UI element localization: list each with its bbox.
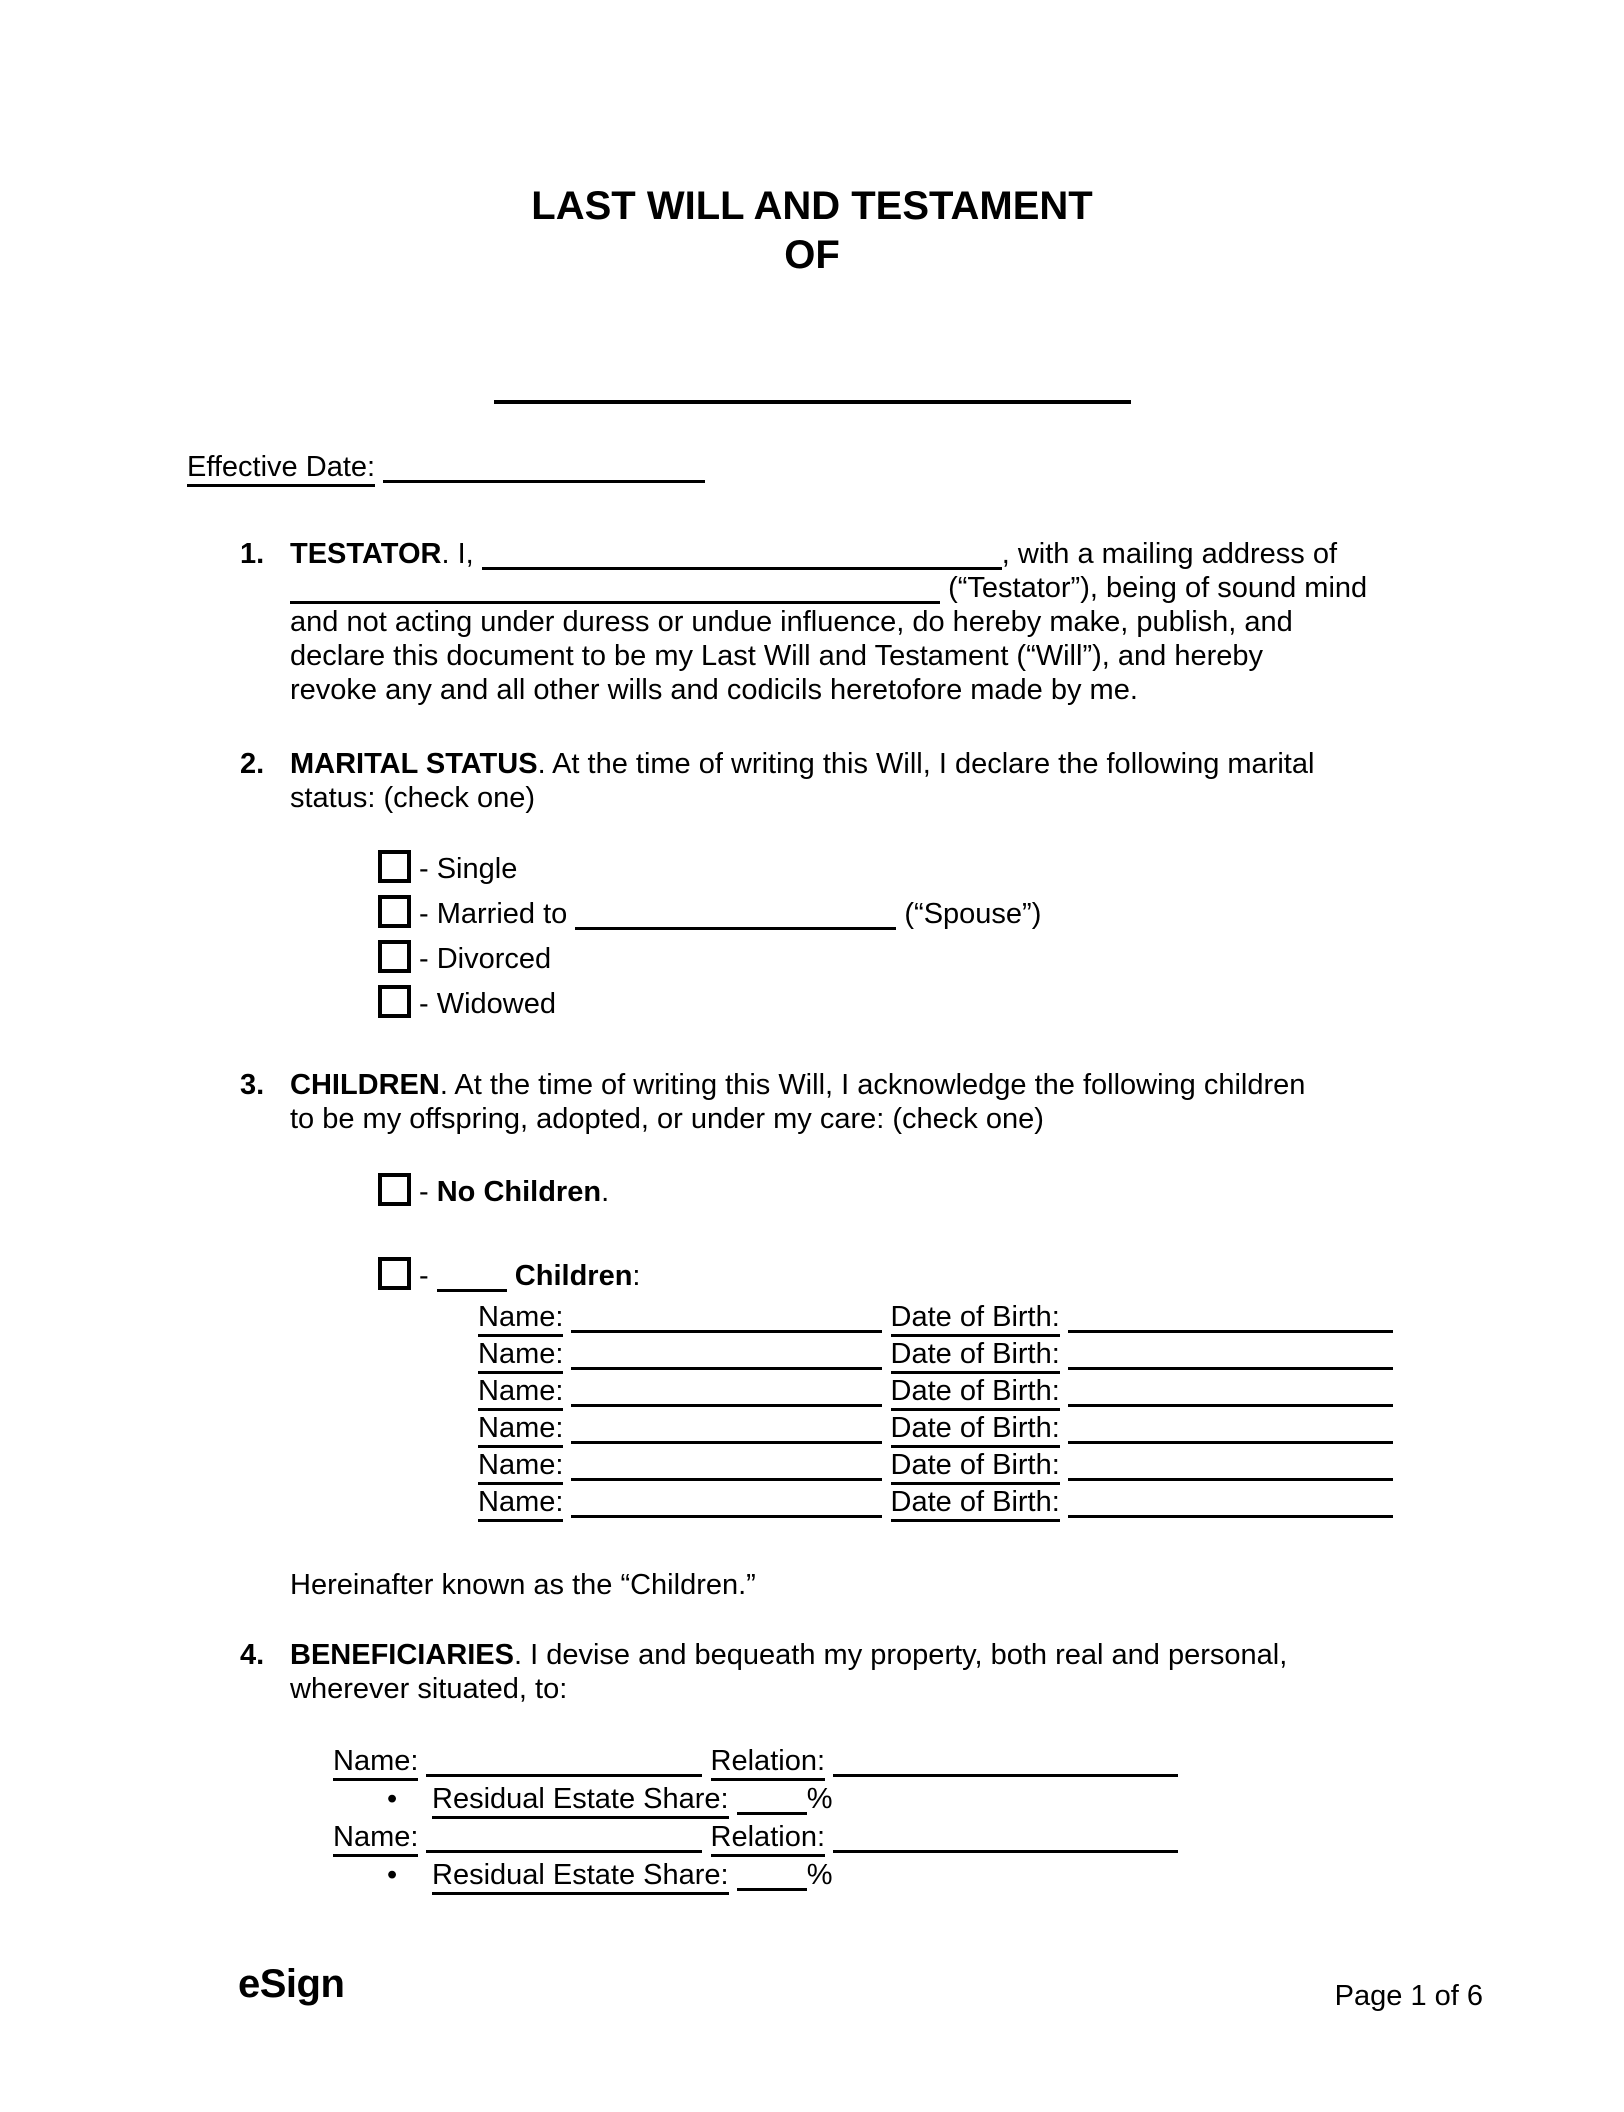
beneficiary-share-row bbox=[333, 1856, 1437, 1894]
child-dob-label: Date of Birth: bbox=[891, 1301, 1060, 1337]
beneficiary-relation-blank[interactable] bbox=[833, 1754, 1178, 1777]
divorced-label: - Divorced bbox=[419, 943, 552, 975]
testator-name-title-blank[interactable] bbox=[494, 400, 1131, 404]
child-dob-label: Date of Birth: bbox=[891, 1412, 1060, 1448]
widowed-label: - Widowed bbox=[419, 988, 556, 1020]
no-children-suffix: . bbox=[601, 1176, 610, 1208]
testator-line-4: declare this document to be my Last Will and Testament (“Will”), and hereby bbox=[290, 640, 1263, 672]
checkbox-widowed[interactable] bbox=[378, 985, 411, 1018]
beneficiary-name-label: Name: bbox=[333, 1745, 418, 1781]
marital-option-divorced bbox=[378, 937, 1437, 982]
no-children-label: No Children bbox=[436, 1176, 602, 1208]
children-hereinafter-note: Hereinafter known as the “Children.” bbox=[290, 1569, 756, 1601]
section-marital-heading: MARITAL STATUS bbox=[290, 748, 538, 780]
child-name-label: Name: bbox=[478, 1412, 563, 1448]
child-row bbox=[478, 1336, 1437, 1373]
checkbox-divorced[interactable] bbox=[378, 940, 411, 973]
checkbox-no-children[interactable] bbox=[378, 1173, 411, 1206]
beneficiary-row bbox=[333, 1742, 1437, 1780]
marital-status-options bbox=[378, 847, 1437, 1027]
child-name-label: Name: bbox=[478, 1338, 563, 1374]
marital-line-1 bbox=[290, 747, 1437, 781]
percent-sign: % bbox=[806, 1859, 833, 1891]
section-testator-number: 1. bbox=[240, 538, 265, 570]
children-line-2: to be my offspring, adopted, or under my care: (check one) bbox=[290, 1103, 1044, 1135]
checkbox-count-children[interactable] bbox=[378, 1257, 411, 1290]
option-no-children bbox=[378, 1170, 1437, 1215]
child-dob-blank[interactable] bbox=[1068, 1458, 1393, 1481]
child-name-label: Name: bbox=[478, 1301, 563, 1337]
beneficiary-name-blank[interactable] bbox=[426, 1754, 702, 1777]
child-dob-label: Date of Birth: bbox=[891, 1338, 1060, 1374]
count-children-label: Children bbox=[514, 1260, 633, 1292]
testator-line-3: and not acting under duress or undue influence, do hereby make, publish, and bbox=[290, 606, 1293, 638]
section-beneficiaries bbox=[240, 1638, 1437, 1706]
section-beneficiaries-heading: BENEFICIARIES bbox=[290, 1639, 514, 1671]
children-list bbox=[478, 1299, 1437, 1521]
bullet-icon: • bbox=[387, 1859, 398, 1891]
beneficiaries-line-2: wherever situated, to: bbox=[290, 1673, 568, 1705]
testator-address-blank[interactable] bbox=[290, 581, 940, 604]
section-children bbox=[240, 1068, 1437, 1136]
beneficiary-relation-blank[interactable] bbox=[833, 1830, 1178, 1853]
residual-share-blank[interactable] bbox=[737, 1792, 807, 1815]
child-name-blank[interactable] bbox=[571, 1347, 882, 1370]
child-name-blank[interactable] bbox=[571, 1458, 882, 1481]
beneficiary-relation-label: Relation: bbox=[711, 1745, 825, 1781]
section-testator bbox=[240, 537, 1437, 707]
beneficiary-name-label: Name: bbox=[333, 1821, 418, 1857]
beneficiary-relation-label: Relation: bbox=[711, 1821, 825, 1857]
checkbox-married[interactable] bbox=[378, 895, 411, 928]
testator-name-blank[interactable] bbox=[482, 547, 1002, 570]
child-dob-blank[interactable] bbox=[1068, 1347, 1393, 1370]
marital-option-widowed bbox=[378, 982, 1437, 1027]
section-marital-status bbox=[240, 747, 1437, 815]
child-name-label: Name: bbox=[478, 1486, 563, 1522]
page-number: Page 1 of 6 bbox=[1334, 1980, 1483, 2012]
document-title bbox=[187, 182, 1437, 280]
children-line-1 bbox=[290, 1068, 1437, 1102]
testator-line-2 bbox=[290, 571, 1437, 605]
testator-line-5: revoke any and all other wills and codicils heretofore made by me. bbox=[290, 674, 1138, 706]
child-row bbox=[478, 1447, 1437, 1484]
beneficiary-row bbox=[333, 1818, 1437, 1856]
beneficiaries-list bbox=[333, 1742, 1437, 1894]
effective-date-row bbox=[187, 450, 1437, 484]
child-row bbox=[478, 1484, 1437, 1521]
children-line-1-tail: . At the time of writing this Will, I acknowledge the following children bbox=[439, 1069, 1306, 1101]
residual-share-label: Residual Estate Share: bbox=[432, 1859, 729, 1895]
section-marital-number: 2. bbox=[240, 748, 265, 780]
child-name-label: Name: bbox=[478, 1449, 563, 1485]
marital-option-single bbox=[378, 847, 1437, 892]
child-dob-label: Date of Birth: bbox=[891, 1486, 1060, 1522]
testator-line-1 bbox=[290, 537, 1437, 571]
effective-date-label: Effective Date: bbox=[187, 451, 375, 487]
spouse-name-blank[interactable] bbox=[575, 907, 896, 930]
marital-line-2: status: (check one) bbox=[290, 782, 535, 814]
single-label: - Single bbox=[419, 853, 518, 885]
child-row bbox=[478, 1373, 1437, 1410]
percent-sign: % bbox=[806, 1783, 833, 1815]
child-dob-blank[interactable] bbox=[1068, 1384, 1393, 1407]
child-name-blank[interactable] bbox=[571, 1384, 882, 1407]
testator-intro: . I, bbox=[441, 538, 474, 570]
section-children-number: 3. bbox=[240, 1069, 265, 1101]
esign-logo: eSign bbox=[238, 1962, 345, 2006]
child-name-blank[interactable] bbox=[571, 1421, 882, 1444]
beneficiary-name-blank[interactable] bbox=[426, 1830, 702, 1853]
child-dob-label: Date of Birth: bbox=[891, 1449, 1060, 1485]
children-count-blank[interactable] bbox=[437, 1269, 507, 1292]
child-row bbox=[478, 1410, 1437, 1447]
no-children-prefix: - bbox=[419, 1176, 429, 1208]
married-label: - Married to bbox=[419, 898, 568, 930]
marital-option-married bbox=[378, 892, 1437, 937]
testator-line-2-tail: (“Testator”), being of sound mind bbox=[948, 572, 1368, 604]
child-name-blank[interactable] bbox=[571, 1495, 882, 1518]
child-name-label: Name: bbox=[478, 1375, 563, 1411]
child-dob-blank[interactable] bbox=[1068, 1421, 1393, 1444]
count-children-prefix: - bbox=[419, 1260, 429, 1292]
title-line-1: LAST WILL AND TESTAMENT bbox=[531, 184, 1093, 228]
beneficiaries-line-1-tail: . I devise and bequeath my property, both real and personal, bbox=[513, 1639, 1288, 1671]
child-name-blank[interactable] bbox=[571, 1310, 882, 1333]
effective-date-blank[interactable] bbox=[383, 460, 705, 483]
bullet-icon: • bbox=[387, 1783, 398, 1815]
marital-line-1-tail: . At the time of writing this Will, I declare the following marital bbox=[537, 748, 1315, 780]
child-row bbox=[478, 1299, 1437, 1336]
title-line-2: OF bbox=[784, 233, 840, 277]
child-dob-label: Date of Birth: bbox=[891, 1375, 1060, 1411]
section-beneficiaries-number: 4. bbox=[240, 1639, 265, 1671]
option-count-children bbox=[378, 1254, 1437, 1299]
child-dob-blank[interactable] bbox=[1068, 1310, 1393, 1333]
count-children-suffix: : bbox=[632, 1260, 641, 1292]
beneficiaries-line-1 bbox=[290, 1638, 1437, 1672]
testator-line-1-tail: , with a mailing address of bbox=[1001, 538, 1338, 570]
section-children-heading: CHILDREN bbox=[290, 1069, 440, 1101]
residual-share-label: Residual Estate Share: bbox=[432, 1783, 729, 1819]
spouse-suffix-label: (“Spouse”) bbox=[904, 898, 1042, 930]
child-dob-blank[interactable] bbox=[1068, 1495, 1393, 1518]
section-testator-heading: TESTATOR bbox=[290, 538, 442, 570]
residual-share-blank[interactable] bbox=[737, 1868, 807, 1891]
checkbox-single[interactable] bbox=[378, 850, 411, 883]
beneficiary-share-row bbox=[333, 1780, 1437, 1818]
